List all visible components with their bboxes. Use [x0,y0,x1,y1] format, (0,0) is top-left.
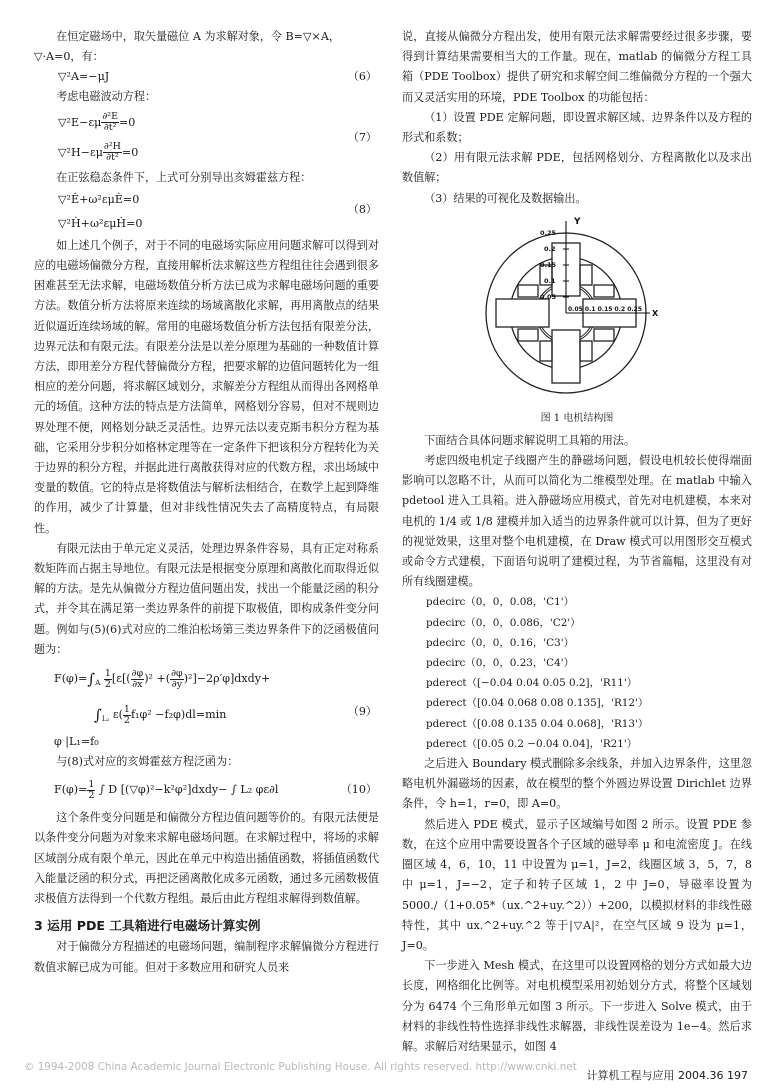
pole-left [496,299,549,327]
fraction: $\frac{\text{∂²E}}{\text{∂t²}}$ [102,111,118,134]
code-line: pderect（[0.04 0.068 0.08 0.135]，'R12'） [426,697,649,710]
x-ticks: 0.05 0.1 0.15 0.2 0.25 [568,305,643,313]
equation-number: （6） [347,70,377,84]
equation-9: $F(\varphi)=\int_A$ $\frac{1}{2}$ [ε[( $\frac{\partial\varphi}{\partial x}$ )² +( $\frac{\partial\varphi}{\partial y}$ )²]−2ρ′φ]dxdy+ $\int_{L_2}$ ε( $\frac{1}{2}$ f₁φ² −f₂φ)dl=min φ |L₁=f₀ （9） [54,667,377,749]
y-axis-label: Y [574,216,581,227]
right-column [402,27,752,1057]
code-listing [402,592,752,754]
coil-br-2 [594,329,614,341]
figure-caption: 图 1 电机结构图 [540,412,614,424]
code-line: pdecirc（0，0，0.086，'C2'） [426,616,581,629]
pole-bottom [552,330,580,383]
coil-r13 [594,285,614,297]
left-column [34,27,379,978]
equation-number: （8） [347,202,377,216]
code-line: pderect（[0.08 0.135 0.04 0.068]，'R13'） [426,717,649,730]
fraction: $\frac{\text{∂²H}}{\text{∂t²}}$ [103,141,121,164]
coil-br-1 [580,341,592,361]
coil-bl-2 [518,329,538,341]
y-tick: 0.15 [540,260,557,269]
paragraph-pde-mode: 然后进入 PDE 模式，显示子区域编号如图 2 所示。设置 PDE 参数，在这个应用中需要设置各个子区域的磁导率 μ 和电流密度 J。在线圈区域 4，6，10，11 中设置为 μ=1，J=2，线圈区域 3，5，7，8 中 μ=1，J=−2，定子和转子区域 1，2 中 J=0，导磁率设置为 5000./（1+0.05*（ux.^2+uy.^2））+200，以模拟材料的非线性磁特性，其中 ux.^2+uy.^2 等于|▽A|²，在空气区域 9 设为 μ=1，J=0。 [402,817,752,952]
toolbox-item-2: （2）用有限元法求解 PDE，包括网格划分、方程离散化以及求出数值解； [402,151,752,185]
paragraph-pde-intro: 对于偏微分方程描述的电磁场问题，编制程序求解偏微分方程进行数值求解已成为可能。但对于多数应用和研究人员来 [34,940,379,974]
paragraph-mesh: 下一步进入 Mesh 模式，在这里可以设置网格的划分方式如最大边长度，网格细化比例等。对电机模型采用初始划分方式，将整个区域划分为 6474 个三角形单元如图 3 所示。下一步进入 Solve 模式，由于材料的非线性特性选择非线性求解器，非线性误差设为 1e−4。然后求解。求解后对结果显示，如图 4 [402,959,752,1053]
toolbox-item-1: （1）设置 PDE 定解问题，即设置求解区域、边界条件以及方程的形式和系数； [402,110,752,145]
journal-page-footer: 计算机工程与应用 2004.36 197 [586,1069,748,1082]
paragraph-fem: 有限元法由于单元定义灵活，处理边界条件容易，具有正定对称系数矩阵而占据主导地位。有限元法是根据变分原理和离散化而取得近似解的方法。是先从偏微分方程边值问题出发，找出一个能量泛函的积分式，并令其在满足第一类边界条件的前提下取极值，即构成条件变分问题。例如与(5)(6)式对应的二维泊松场第三类边界条件下的泛函极值问题为： [34,541,379,656]
copyright-watermark: © 1994-2008 China Academic Journal Electronic Publishing House. All rights reserved. http://www.cnki.net [24,1061,577,1073]
code-line: pderect（[−0.04 0.04 0.05 0.2]，'R11'） [426,677,638,690]
code-line: pdecirc（0，0，0.16，'C3'） [426,636,574,649]
coil-tl-2 [518,285,538,297]
code-line: pdecirc（0，0，0.23，'C4'） [426,657,574,670]
equation-number: （9） [347,705,377,719]
paragraph-usage: 下面结合具体问题求解说明工具箱的用法。 [424,433,635,447]
paragraph-toolbox: 说，直接从偏微分方程出发，使用有限元法求解需要经过很多步骤，要得到计算结果需要相当大的工作量。现在，matlab 的偏微分方程工具箱（PDE Toolbox）提供了研究和求解空间二维偏微分方程的一个强大而又灵活实用的环境，PDE Toolbox 的功能包括： [402,30,752,104]
wave-intro: 考虑电磁波动方程： [56,90,157,104]
equation-7: ▽²E−εμ $\frac{\text{∂²E}}{\text{∂t²}}$ =0 ▽²H−εμ $\frac{\text{∂²H}}{\text{∂t²}}$ =0 （7） [58,111,377,164]
toolbox-item-3: （3）结果的可视化及数据输出。 [424,191,587,205]
equation-number: （10） [340,783,377,797]
motor-diagram [480,213,680,409]
code-line: pdecirc（0，0，0.08，'C1'） [426,596,574,609]
equation-10: F(φ)= $\frac{1}{2}$ ∫ D [(▽φ)²−k²φ²]dxdy− ∫ L₂ φε∂l （10） [34,772,379,808]
equation-6: ▽²A=−μJ （6） [34,67,379,87]
equation-number: （7） [347,130,377,144]
paragraph-motor-model: 考虑四级电机定子线圈产生的静磁场问题，假设电机较长使得端面影响可以忽略不计，从而可以简化为二维模型处理。在 matlab 中输入 pdetool 进入工具箱。进入静磁场应用模式，首先对电机建模，本来对电机的 1/4 或 1/8 建模并加入适当的边界条件就可以计算，但为了更好的视觉效果，这里对整个电机建模，在 Draw 模式可以用图形交互模式或命令方式建模，下面语句说明了建模过程，为节省篇幅，这里没有对所有线圈建模。 [402,454,752,589]
paragraph-numerical-methods: 如上述几个例子，对于不同的电磁场实际应用问题求解可以得到对应的电磁场偏微分方程，直接用解析法求解这些方程组往往会遇到很多困难甚至无法求解，电磁场数值分析方法已成为求解电磁场问题的重要方法。数值分析方法将原来连续的场域离散化求解，再用离散点的结果近似逼近连续场域的解。常用的电磁场数值分析方法包括有限差分法，边界元法和有限元法。有限差分法是以差分原理为基础的一种数值计算方法，即用差分方程代替偏微分方程，把要求解的边值问题转化为一组相应的差分问题，将求解区域划分，求解差分方程组从而得出各网格单元的场值。这种方法的特点是方法简单，网格划分容易，但对不规则边界处理不便，网格划分缺乏灵活性。边界元法以麦克斯韦积分方程为基础，它采用分步积分如格林定理等在一定条件下把该积分方程转化为关于边界的积分方程，并据此进行离散获得对应的代数方程，求出场域中变量的数值。它的特点是将数值法与解析法相结合，在数学上起到降维的作用，减少了计算量，但对非线性情况失去了高精度特点，有局限性。 [34,238,379,535]
section-heading: 3 运用 PDE 工具箱进行电磁场计算实例 [34,918,261,934]
sine-intro: 在正弦稳态条件下，上式可分别导出亥姆霍兹方程： [56,170,312,184]
helmholtz-intro: 与(8)式对应的亥姆霍兹方程泛函为： [56,755,239,769]
intro-line-2: ▽·A=0，有： [34,50,104,64]
intro-line-1: 在恒定磁场中，取矢量磁位 A 为求解对象，令 B=▽×A， [56,30,340,43]
paragraph-boundary: 之后进入 Boundary 模式删除多余线条，并加入边界条件，这里忽略电机外漏磁场的因素，故在模型的整个外圆边界设置 Dirichlet 边界条件，令 h=1，r=0，即 A=0。 [402,757,752,811]
y-tick: 0.05 [540,292,557,301]
y-tick: 0.2 [544,244,556,253]
y-tick: 0.1 [544,276,556,285]
coil-bl-1 [540,341,552,361]
equation-8: ▽²Ė+ω²εμĖ=0 ▽²Ḣ+ω²εμḢ=0 （8） [58,192,377,230]
y-tick: 0.25 [540,228,557,237]
code-line: pderect（[0.05 0.2 −0.04 0.04]，'R21'） [426,737,638,750]
x-axis-label: X [652,308,659,318]
coil-r12 [580,265,592,285]
motor-structure-figure [402,209,752,431]
paragraph-variational: 这个条件变分问题是和偏微分方程边值问题等价的。有限元法便是以条件变分问题为对象来求解电磁场问题。在求解过程中，将场的求解区域剖分成有限个单元，因此在单元中构造出插值函数，将插值函数代入能量泛函的积分式，再把泛函离散化成多元函数，通过多元函数极值求极值方法得到一个代数方程组。最后由此方程组求解得到数值解。 [34,811,379,906]
